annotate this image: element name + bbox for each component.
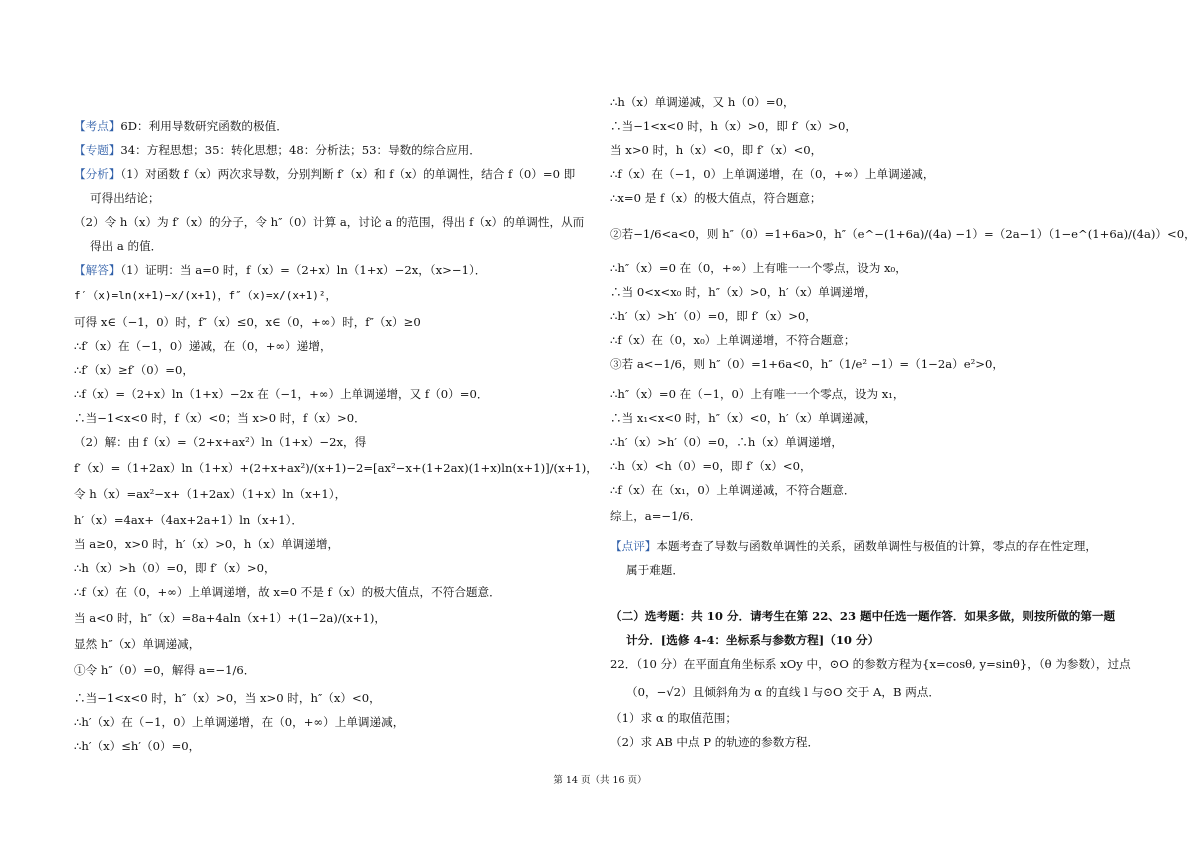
line-text: ∴x=0 是 f（x）的极大值点，符合题意；	[610, 191, 822, 205]
right-line	[610, 256, 907, 280]
line-text: ∴f（x）在（0，+∞）上单调递增，故 x=0 不是 f（x）的极大值点，不符合题意．	[74, 585, 501, 599]
line-text: ∴f（x）在（x₁，0）上单调递减，不符合题意．	[610, 483, 856, 497]
line-text: ∴h′（x）>h′（0）=0，∴h（x）单调递增，	[610, 435, 844, 449]
left-line	[74, 606, 386, 630]
left-line	[74, 358, 194, 382]
line-text: f′（x)=ln(x+1)−x/(x+1)，f″（x)=x/(x+1)²，	[74, 289, 337, 302]
right-line	[610, 162, 935, 186]
left-line	[74, 186, 160, 210]
line-text: ∴当−1<x<0 时，f（x）<0；当 x>0 时，f（x）>0．	[74, 411, 366, 425]
line-text: ∴f′（x）≥f′（0）=0，	[74, 363, 194, 377]
right-line	[610, 534, 1097, 558]
left-line	[74, 632, 200, 656]
line-text: ∴h′（x）>h′（0）=0，即 f′（x）>0，	[610, 309, 817, 323]
left-line	[74, 710, 404, 734]
line-text: ∴h′（x）≤h′（0）=0，	[74, 739, 201, 753]
line-text: 可得出结论；	[90, 191, 160, 205]
right-line	[610, 504, 701, 528]
right-line	[610, 478, 855, 502]
line-text: ∴f（x）在（0，x₀）上单调递增，不符合题意；	[610, 333, 856, 347]
left-line	[74, 508, 303, 532]
left-line	[74, 658, 255, 682]
left-line	[74, 482, 346, 506]
line-text: ②若−1/6<a<0，则 h″（0）=1+6a>0，h″（e^−(1+6a)/(4a) −1）=（2a−1）（1−e^(1+6a)/(4a)）<0，	[610, 227, 1196, 241]
line-text: （二）选考题：共 10 分．请考生在第 22、23 题中任选一题作答．如果多做，则按所做的第一题	[610, 609, 1116, 623]
left-line	[74, 258, 486, 282]
right-line	[610, 558, 684, 582]
line-text: 当 a<0 时，h″（x）=8a+4aln（x+1）+(1−2a)/(x+1)，	[74, 611, 386, 625]
line-text: （0，−√2）且倾斜角为 α 的直线 l 与⊙O 交于 A，B 两点．	[626, 685, 940, 699]
left-line	[74, 456, 598, 480]
line-text: ①令 h″（0）=0，解得 a=−1/6．	[74, 663, 256, 677]
page-footer: 第 14 页（共 16 页）	[553, 775, 647, 786]
left-line	[74, 532, 339, 556]
right-line	[610, 454, 812, 478]
line-text: ∴当−1<x<0 时，h（x）>0，即 f′（x）>0，	[610, 119, 857, 133]
left-line	[74, 734, 200, 758]
section-tag: 【专题】	[74, 143, 121, 157]
right-line	[610, 186, 822, 210]
left-line	[74, 556, 276, 580]
line-text: （2）解：由 f（x）=（2+x+ax²）ln（1+x）−2x，得	[74, 435, 367, 449]
line-text: 显然 h″（x）单调递减，	[74, 637, 201, 651]
line-text: （2）令 h（x）为 f′（x）的分子，令 h″（0）计算 a，讨论 a 的范围，得出 f（x）的单调性，从而	[74, 215, 585, 229]
line-text: （1）求 α 的取值范围；	[610, 711, 737, 725]
right-line	[610, 680, 940, 704]
section-tag: 【解答】	[74, 263, 121, 277]
left-line	[74, 234, 162, 258]
left-line	[74, 210, 584, 234]
line-text: ∴h″（x）=0 在（−1，0）上有唯一一个零点，设为 x₁，	[610, 387, 905, 401]
line-text: ∴h（x）<h（0）=0，即 f′（x）<0，	[610, 459, 812, 473]
right-line	[610, 730, 819, 754]
line-text: ∴f′（x）在（−1，0）递减，在（0，+∞）递增，	[74, 339, 332, 353]
line-text: （2）求 AB 中点 P 的轨迹的参数方程．	[610, 735, 820, 749]
left-line	[74, 406, 366, 430]
line-text: 34：方程思想；35：转化思想；48：分析法；53：导数的综合应用．	[120, 143, 481, 157]
line-text: （1）对函数 f（x）两次求导数，分别判断 f′（x）和 f（x）的单调性，结合 f（0）=0 即	[120, 167, 576, 181]
line-text: 6D：利用导数研究函数的极值．	[120, 119, 288, 133]
line-text: ∴f（x）在（−1，0）上单调递增，在（0，+∞）上单调递减，	[610, 167, 935, 181]
line-text: ∴h（x）单调递减，又 h（0）=0，	[610, 95, 795, 109]
section-tag: 【分析】	[74, 167, 121, 181]
line-text: 当 x>0 时，h（x）<0，即 f′（x）<0，	[610, 143, 823, 157]
line-text: ③若 a<−1/6，则 h″（0）=1+6a<0，h″（1/e² −1）=（1−2a）e²>0，	[610, 357, 1004, 371]
section-tag: 【点评】	[610, 539, 657, 553]
right-line	[610, 352, 1004, 376]
line-text: f′（x）=（1+2ax）ln（1+x）+(2+x+ax²)/(x+1)−2=[ax²−x+(1+2ax)(1+x)ln(x+1)]/(x+1)，	[74, 461, 598, 475]
line-text: h′（x）=4ax+（4ax+2a+1）ln（x+1）．	[74, 513, 303, 527]
left-line	[74, 138, 481, 162]
left-line	[74, 334, 332, 358]
right-line	[610, 406, 876, 430]
left-line	[74, 162, 575, 186]
line-text: ∴h（x）>h（0）=0，即 f′（x）>0，	[74, 561, 276, 575]
right-line	[610, 382, 905, 406]
left-line	[74, 686, 381, 710]
line-text: 属于难题．	[626, 563, 684, 577]
left-line	[74, 580, 501, 604]
right-line	[610, 280, 876, 304]
right-line	[610, 304, 817, 328]
line-text: 可得 x∈（−1，0）时，f″（x）≤0，x∈（0，+∞）时，f″（x）≥0	[74, 315, 421, 329]
right-line	[610, 328, 855, 352]
right-line	[610, 114, 857, 138]
right-line	[610, 628, 879, 652]
left-line	[74, 114, 288, 138]
left-line	[74, 310, 421, 334]
right-line	[610, 652, 1131, 676]
right-line	[610, 430, 843, 454]
right-line	[610, 90, 795, 114]
section-tag: 【考点】	[74, 119, 121, 133]
line-text: ∴当 x₁<x<0 时，h″（x）<0，h′（x）单调递减，	[610, 411, 877, 425]
line-text: 综上，a=−1/6．	[610, 509, 702, 523]
left-line	[74, 430, 366, 454]
right-line	[610, 604, 1115, 628]
left-line	[74, 382, 488, 406]
left-line	[74, 284, 337, 308]
right-line	[610, 138, 822, 162]
right-line	[610, 222, 1196, 246]
line-text: ∴f（x）=（2+x）ln（1+x）−2x 在（−1，+∞）上单调递增，又 f（0）=0．	[74, 387, 489, 401]
line-text: ∴当 0<x<x₀ 时，h″（x）>0，h′（x）单调递增，	[610, 285, 877, 299]
line-text: 22．（10 分）在平面直角坐标系 xOy 中，⊙O 的参数方程为{x=cosθ, y=sinθ}，（θ 为参数），过点	[610, 657, 1131, 671]
line-text: ∴h″（x）=0 在（0，+∞）上有唯一一个零点，设为 x₀，	[610, 261, 907, 275]
right-line	[610, 706, 737, 730]
line-text: 得出 a 的值．	[90, 239, 163, 253]
line-text: 当 a≥0，x>0 时，h′（x）>0，h（x）单调递增，	[74, 537, 340, 551]
line-text: ∴当−1<x<0 时，h″（x）>0，当 x>0 时，h″（x）<0，	[74, 691, 381, 705]
line-text: 本题考查了导数与函数单调性的关系，函数单调性与极值的计算，零点的存在性定理，	[656, 539, 1097, 553]
line-text: ∴h′（x）在（−1，0）上单调递增，在（0，+∞）上单调递减，	[74, 715, 405, 729]
line-text: 令 h（x）=ax²−x+（1+2ax）（1+x）ln（x+1），	[74, 487, 347, 501]
line-text: （1）证明：当 a=0 时，f（x）=（2+x）ln（1+x）−2x，（x>−1）．	[120, 263, 487, 277]
line-text: 计分．[选修 4-4：坐标系与参数方程]（10 分）	[626, 633, 880, 647]
